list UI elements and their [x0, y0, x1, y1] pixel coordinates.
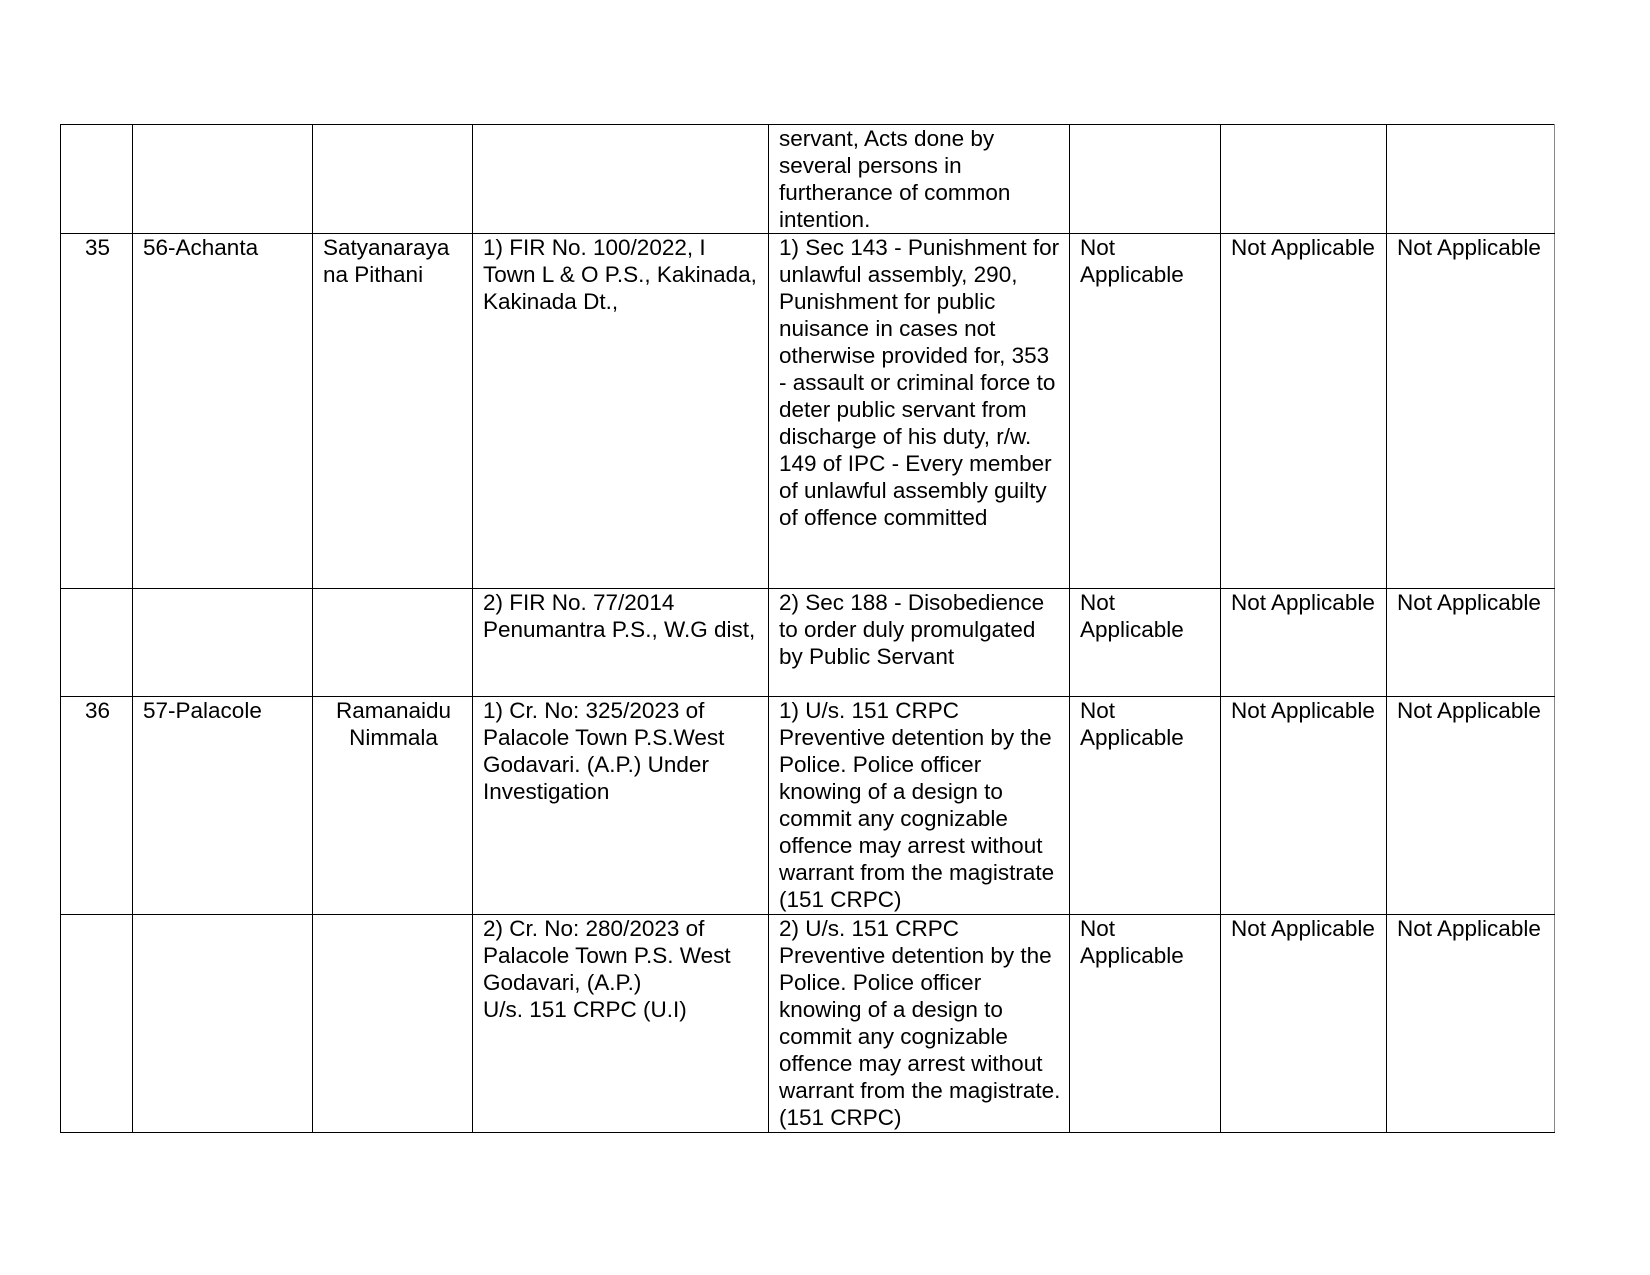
serial-cell: 35	[61, 234, 133, 589]
name-cell: Satyanaraya na Pithani	[313, 234, 473, 589]
serial-cell: 36	[61, 697, 133, 915]
col8-cell: Not Applicable	[1387, 697, 1555, 915]
table-row	[61, 125, 1555, 234]
case-cell: 1) Cr. No: 325/2023 of Palacole Town P.S.West Godavari. (A.P.) Under Investigation	[473, 697, 769, 915]
col7-cell: Not Applicable	[1221, 915, 1387, 1133]
name-cell	[313, 125, 473, 234]
sections-cell: 1) Sec 143 - Punishment for unlawful assembly, 290, Punishment for public nuisance in cases not otherwise provided for, 353 - assault or criminal force to deter public servant from discharge of his duty, r/w. 149 of IPC - Every member of unlawful assembly guilty of offence committed	[769, 234, 1070, 589]
constituency-cell: 56-Achanta	[133, 234, 313, 589]
col8-cell	[1387, 125, 1555, 234]
constituency-cell: 57-Palacole	[133, 697, 313, 915]
constituency-cell	[133, 125, 313, 234]
table-row	[61, 915, 1555, 1133]
sections-cell: servant, Acts done by several persons in furtherance of common intention.	[769, 125, 1070, 234]
col6-cell: Not Applicable	[1070, 697, 1221, 915]
col6-cell: Not Applicable	[1070, 915, 1221, 1133]
name-cell: Ramanaidu Nimmala	[313, 697, 473, 915]
cases-table	[60, 124, 1555, 1133]
col7-cell	[1221, 125, 1387, 234]
case-cell: 2) FIR No. 77/2014 Penumantra P.S., W.G dist,	[473, 589, 769, 697]
col8-cell: Not Applicable	[1387, 915, 1555, 1133]
table-row	[61, 234, 1555, 589]
serial-cell	[61, 589, 133, 697]
col6-cell	[1070, 125, 1221, 234]
sections-cell: 2) U/s. 151 CRPC Preventive detention by the Police. Police officer knowing of a design to commit any cognizable offence may arrest without warrant from the magistrate. (151 CRPC)	[769, 915, 1070, 1133]
sections-cell: 2) Sec 188 - Disobedience to order duly promulgated by Public Servant	[769, 589, 1070, 697]
table-row	[61, 697, 1555, 915]
case-cell: 1) FIR No. 100/2022, I Town L & O P.S., Kakinada, Kakinada Dt.,	[473, 234, 769, 589]
case-cell: 2) Cr. No: 280/2023 of Palacole Town P.S. West Godavari, (A.P.) U/s. 151 CRPC (U.I)	[473, 915, 769, 1133]
col8-cell: Not Applicable	[1387, 234, 1555, 589]
table-row	[61, 589, 1555, 697]
col7-cell: Not Applicable	[1221, 234, 1387, 589]
name-cell	[313, 589, 473, 697]
col6-cell: Not Applicable	[1070, 589, 1221, 697]
col8-cell: Not Applicable	[1387, 589, 1555, 697]
name-cell	[313, 915, 473, 1133]
col6-cell: Not Applicable	[1070, 234, 1221, 589]
col7-cell: Not Applicable	[1221, 697, 1387, 915]
serial-cell	[61, 915, 133, 1133]
sections-cell: 1) U/s. 151 CRPC Preventive detention by the Police. Police officer knowing of a design to commit any cognizable offence may arrest without warrant from the magistrate (151 CRPC)	[769, 697, 1070, 915]
case-cell	[473, 125, 769, 234]
constituency-cell	[133, 589, 313, 697]
serial-cell	[61, 125, 133, 234]
constituency-cell	[133, 915, 313, 1133]
col7-cell: Not Applicable	[1221, 589, 1387, 697]
